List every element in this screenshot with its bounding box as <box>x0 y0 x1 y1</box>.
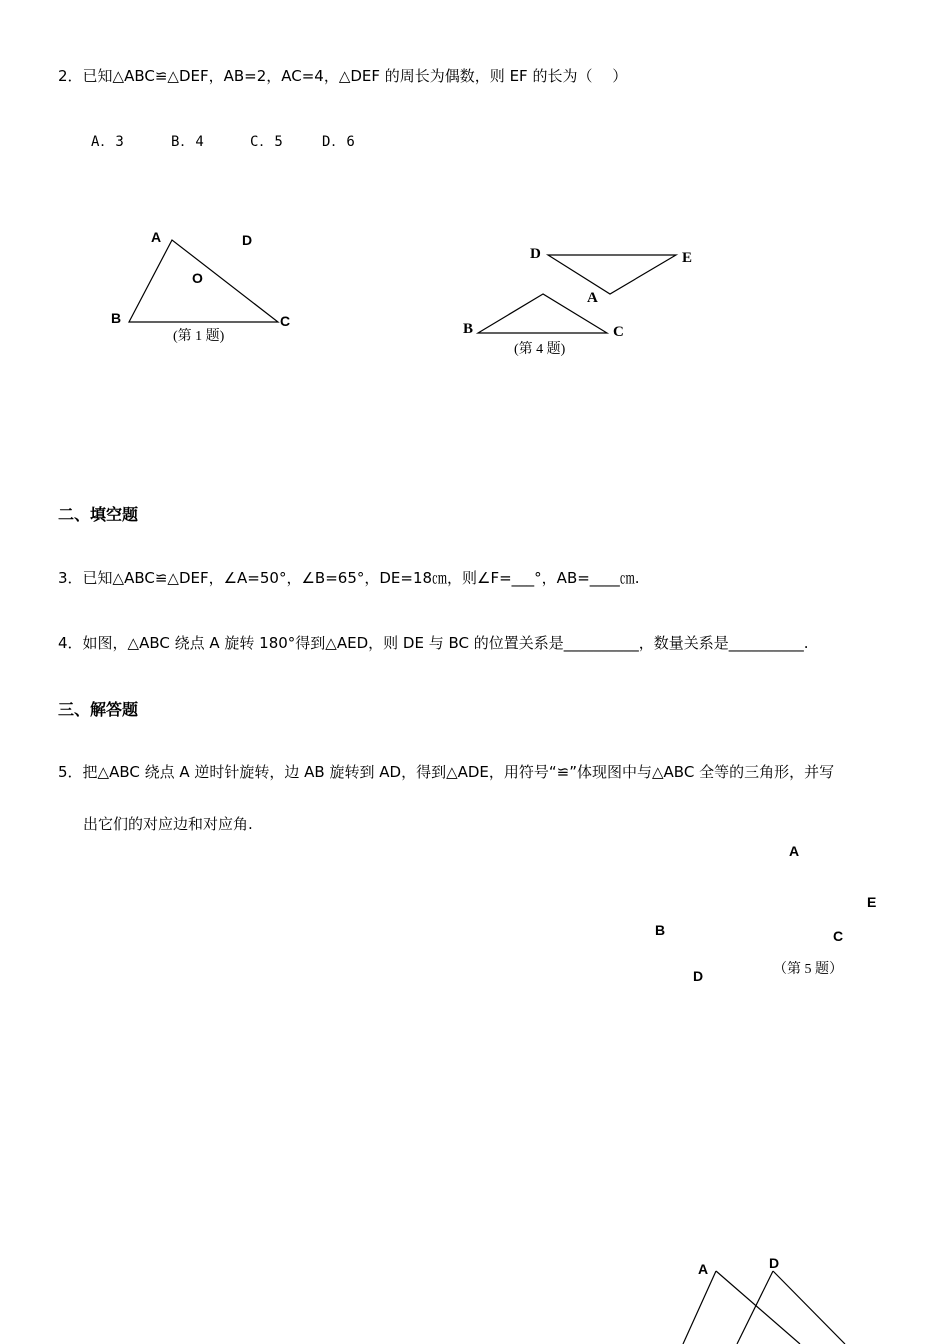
fig4-label-a: A <box>587 290 598 306</box>
fig5-label-b: B <box>655 922 666 938</box>
q5-text-line2: 出它们的对应边和对应角. <box>83 815 253 833</box>
bottom-line-a-right <box>716 1271 800 1344</box>
q2-choice-b: B．4 <box>171 134 205 150</box>
bottom-label-a: A <box>698 1261 709 1277</box>
fig1-label-d: D <box>242 232 253 248</box>
q3-text: 3．已知△ABC≌△DEF，∠A=50°，∠B=65°，DE=18㎝，则∠F=___°，AB=____㎝. <box>58 569 640 587</box>
fig5-label-d: D <box>693 968 704 984</box>
fig1-caption: (第 1 题) <box>173 329 225 344</box>
q4-text: 4．如图，△ABC 绕点 A 旋转 180°得到△AED，则 DE 与 BC 的位置关系是__________，数量关系是__________. <box>58 634 809 652</box>
fig5-label-c: C <box>833 928 844 944</box>
fig1-label-c: C <box>280 313 291 329</box>
fig1-label-a: A <box>151 229 162 245</box>
fig4-label-c: C <box>613 324 624 340</box>
bottom-line-d <box>737 1271 773 1344</box>
fig5-label-e: E <box>867 894 877 910</box>
fig4-label-e: E <box>682 250 693 266</box>
fig1-label-o: O <box>192 270 203 286</box>
bottom-line-d-right <box>773 1271 845 1344</box>
section-answer-heading: 三、解答题 <box>58 700 139 719</box>
bottom-line-a <box>683 1271 716 1344</box>
fig5-label-a: A <box>789 843 800 859</box>
bottom-label-d: D <box>769 1255 780 1271</box>
q2-choice-c: C．5 <box>250 134 284 150</box>
q2-choice-d: D．6 <box>322 134 356 150</box>
fig5-caption: （第 5 题） <box>773 962 843 977</box>
fig4-label-d: D <box>530 246 541 262</box>
q2-text: 2．已知△ABC≌△DEF，AB=2，AC=4，△DEF 的周长为偶数，则 EF 的长为（ ） <box>58 67 628 85</box>
fig4-caption: (第 4 题) <box>514 342 566 357</box>
q2-choice-a: A．3 <box>91 134 125 150</box>
fig4-label-b: B <box>463 321 474 337</box>
section-fill-blank-heading: 二、填空题 <box>58 505 139 524</box>
q5-text-line1: 5．把△ABC 绕点 A 逆时针旋转，边 AB 旋转到 AD，得到△ADE，用符号“≌”体现图中与△ABC 全等的三角形，并写 <box>58 763 835 781</box>
fig1-label-b: B <box>111 310 122 326</box>
